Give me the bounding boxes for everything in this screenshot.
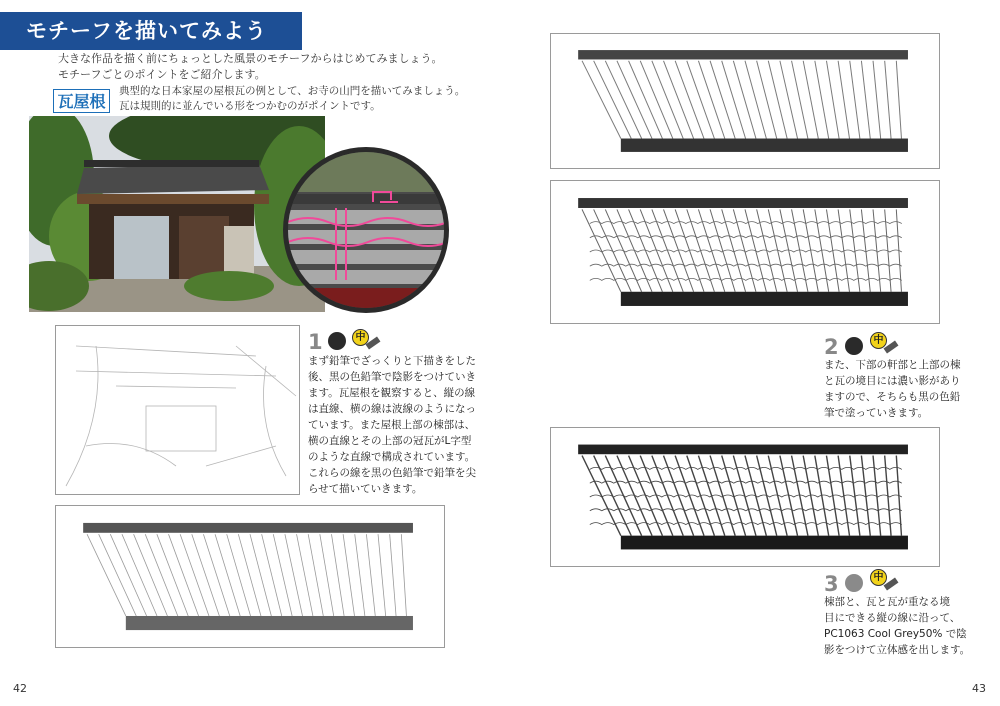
roof-tiles <box>83 523 413 630</box>
step2-number: 2 <box>824 335 839 359</box>
section-text-1: 典型的な日本家屋の屋根瓦の例として、お寺の山門を描いてみましょう。 <box>119 85 466 97</box>
cool-grey-pencil-swatch <box>845 574 863 592</box>
temple-gate-photo <box>29 116 325 312</box>
step2-line: ますので、そちらも黒の色鉛 <box>824 391 961 403</box>
page-title: モチーフを描いてみよう <box>26 19 267 43</box>
step1-sketch <box>55 325 300 495</box>
roof-tiles <box>578 50 908 152</box>
step1-line: は直線、横の線は波線のようになっ <box>308 403 476 415</box>
step1-difficulty-badge: 中 <box>352 329 369 346</box>
section-label: 瓦屋根 <box>53 89 110 113</box>
roof-drawing-stage-c <box>550 427 940 567</box>
step1-line: 後、黒の色鉛筆で陰影をつけていき <box>308 371 476 383</box>
step3-difficulty-badge: 中 <box>870 569 887 586</box>
step2-line: また、下部の軒部と上部の棟 <box>824 359 961 371</box>
step3-line: 目にできる縦の線に沿って、 <box>824 612 961 624</box>
step3-number: 3 <box>824 572 839 596</box>
roof-drawing-stage-b <box>550 180 940 324</box>
step3-text <box>824 594 970 658</box>
step3-line: 棟部と、瓦と瓦が重なる境 <box>824 596 950 608</box>
step1-line: らせて描いていきます。 <box>308 483 423 495</box>
step1-text <box>308 353 476 497</box>
step1-line: まず鉛筆でざっくりと下描きをした <box>308 355 476 367</box>
roof-sketch-light <box>55 505 445 648</box>
roof-drawing-stage-a <box>550 33 940 169</box>
page-number-left: 42 <box>13 682 27 695</box>
black-pencil-swatch <box>328 332 346 350</box>
intro-line-2: モチーフごとのポイントをご紹介します。 <box>58 68 266 81</box>
black-pencil-swatch <box>845 337 863 355</box>
page-number-right: 43 <box>972 682 986 695</box>
step2-text <box>824 357 961 421</box>
step2-difficulty-badge: 中 <box>870 332 887 349</box>
intro-line-1: 大きな作品を描く前にちょっとした風景のモチーフからはじめてみましょう。 <box>58 52 443 65</box>
section-text-2: 瓦は規則的に並んでいる形をつかむのがポイントです。 <box>119 100 381 112</box>
step1-number: 1 <box>308 330 323 354</box>
roof-closeup-zoom <box>283 147 449 313</box>
step1-line: これらの線を黒の色鉛筆で鉛筆を尖 <box>308 467 476 479</box>
step1-line: ます。瓦屋根を観察すると、縦の線 <box>308 387 476 399</box>
roof-tiles <box>578 445 908 550</box>
step1-line: ています。また屋根上部の棟部は、 <box>308 419 476 431</box>
step3-line: 影をつけて立体感を出します。 <box>824 644 971 656</box>
roof-tiles <box>578 198 908 306</box>
step2-line: と瓦の境目には濃い影があり <box>824 375 961 387</box>
step3-line: PC1063 Cool Grey50% で陰 <box>824 628 967 640</box>
step1-line: のような直線で構成されています。 <box>308 451 476 463</box>
step2-line: 筆で塗っていきます。 <box>824 407 929 419</box>
step1-line: 横の直線とその上部の冠瓦がL字型 <box>308 435 472 447</box>
